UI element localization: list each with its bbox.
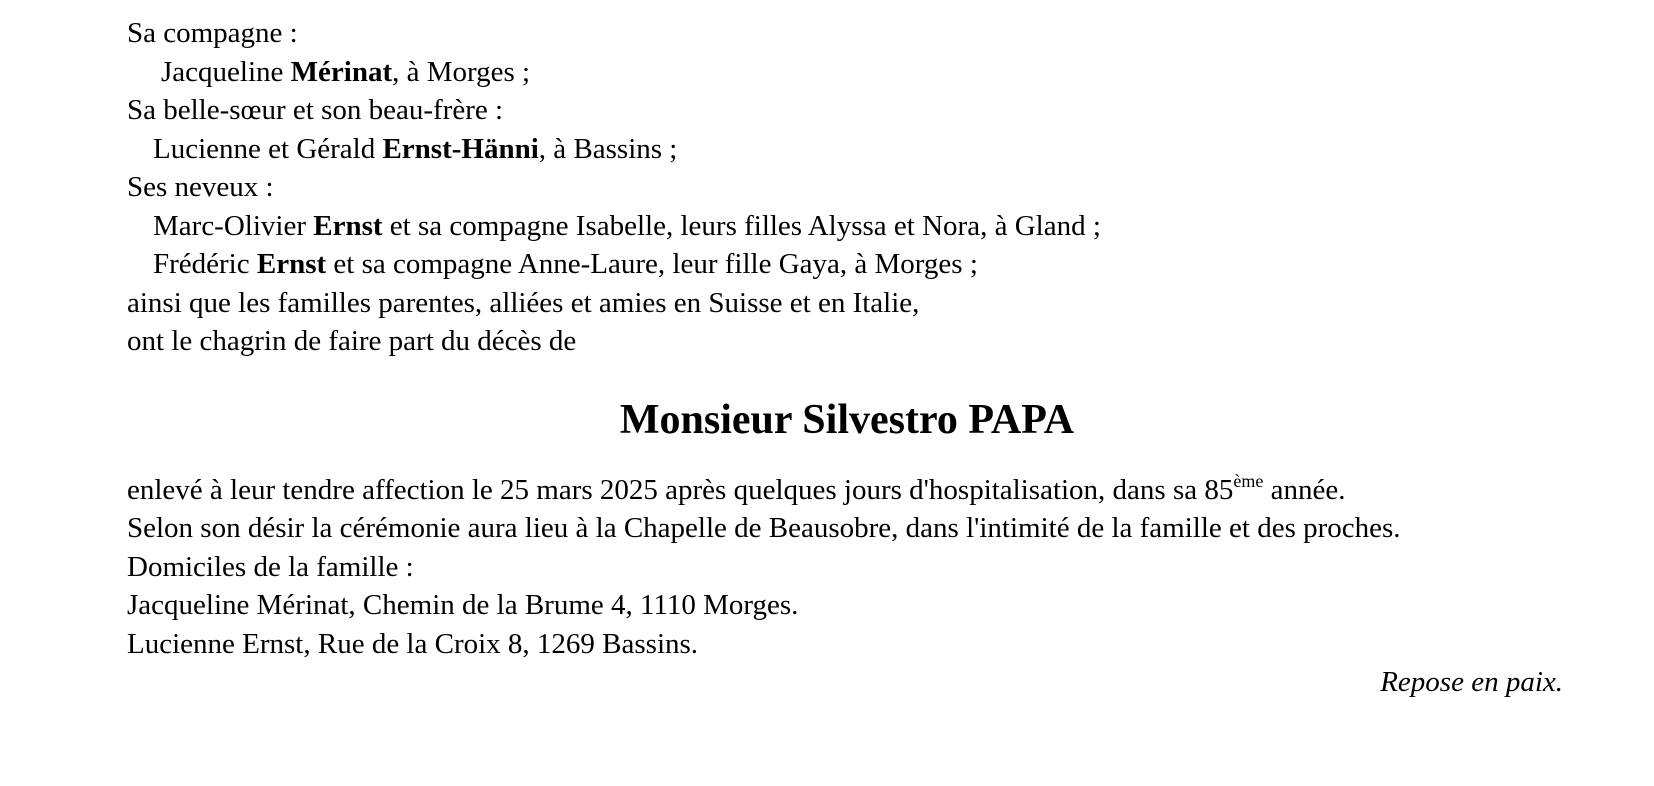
belle-soeur-location: , à Bassins ;	[538, 132, 678, 165]
belle-soeur-entry	[127, 130, 1567, 169]
neveux-heading: Ses neveux :	[127, 171, 274, 203]
domicile-2: Lucienne Ernst, Rue de la Croix 8, 1269 Bassins.	[127, 627, 699, 660]
belle-soeur-first-names: Lucienne et Gérald	[153, 132, 383, 165]
neveu-1-first-name: Marc-Olivier	[153, 209, 314, 242]
domicile-1: Jacqueline Mérinat, Chemin de la Brume 4, 1110 Morges.	[127, 589, 799, 621]
compagne-location: , à Morges ;	[392, 55, 531, 88]
belle-soeur-last-name: Ernst-Hänni	[382, 132, 539, 165]
belle-soeur-heading: Sa belle-sœur et son beau-frère :	[127, 94, 504, 126]
neveu-entry-1	[127, 207, 1567, 246]
neveu-1-last-name: Ernst	[313, 209, 383, 242]
domiciles-heading: Domiciles de la famille :	[127, 550, 414, 583]
closing-phrase: Repose en paix.	[1380, 666, 1563, 698]
compagne-last-name: Mérinat	[290, 55, 393, 88]
compagne-heading: Sa compagne :	[127, 17, 298, 49]
compagne-first-name: Jacqueline	[161, 55, 291, 88]
neveu-2-last-name: Ernst	[256, 248, 327, 280]
neveu-2-first-name: Frédéric	[153, 248, 257, 280]
enleve-end: année.	[1263, 473, 1346, 506]
ainsi-que-line: ainsi que les familles parentes, alliées et amies en Suisse et en Italie,	[127, 286, 920, 319]
enleve-text: enlevé à leur tendre affection le 25 mars 2025 après quelques jours d'hospitalisation, dans sa 85	[127, 473, 1234, 506]
neveu-2-details: et sa compagne Anne-Laure, leur fille Gaya, à Morges ;	[326, 248, 978, 280]
neveu-1-details: et sa compagne Isabelle, leurs filles Alyssa et Nora, à Gland ;	[382, 209, 1101, 242]
neveu-entry-2	[127, 245, 1567, 284]
ceremonie-paragraph: Selon son désir la cérémonie aura lieu à la Chapelle de Beausobre, dans l'intimité de la famille et des proches.	[127, 512, 1401, 544]
obituary-notice	[127, 14, 1567, 702]
chagrin-line: ont le chagrin de faire part du décès de	[127, 325, 577, 357]
compagne-entry	[127, 53, 1567, 92]
enleve-superscript: ème	[1233, 470, 1264, 491]
enleve-line	[127, 471, 1567, 510]
deceased-name: Monsieur Silvestro PAPA	[619, 396, 1075, 443]
